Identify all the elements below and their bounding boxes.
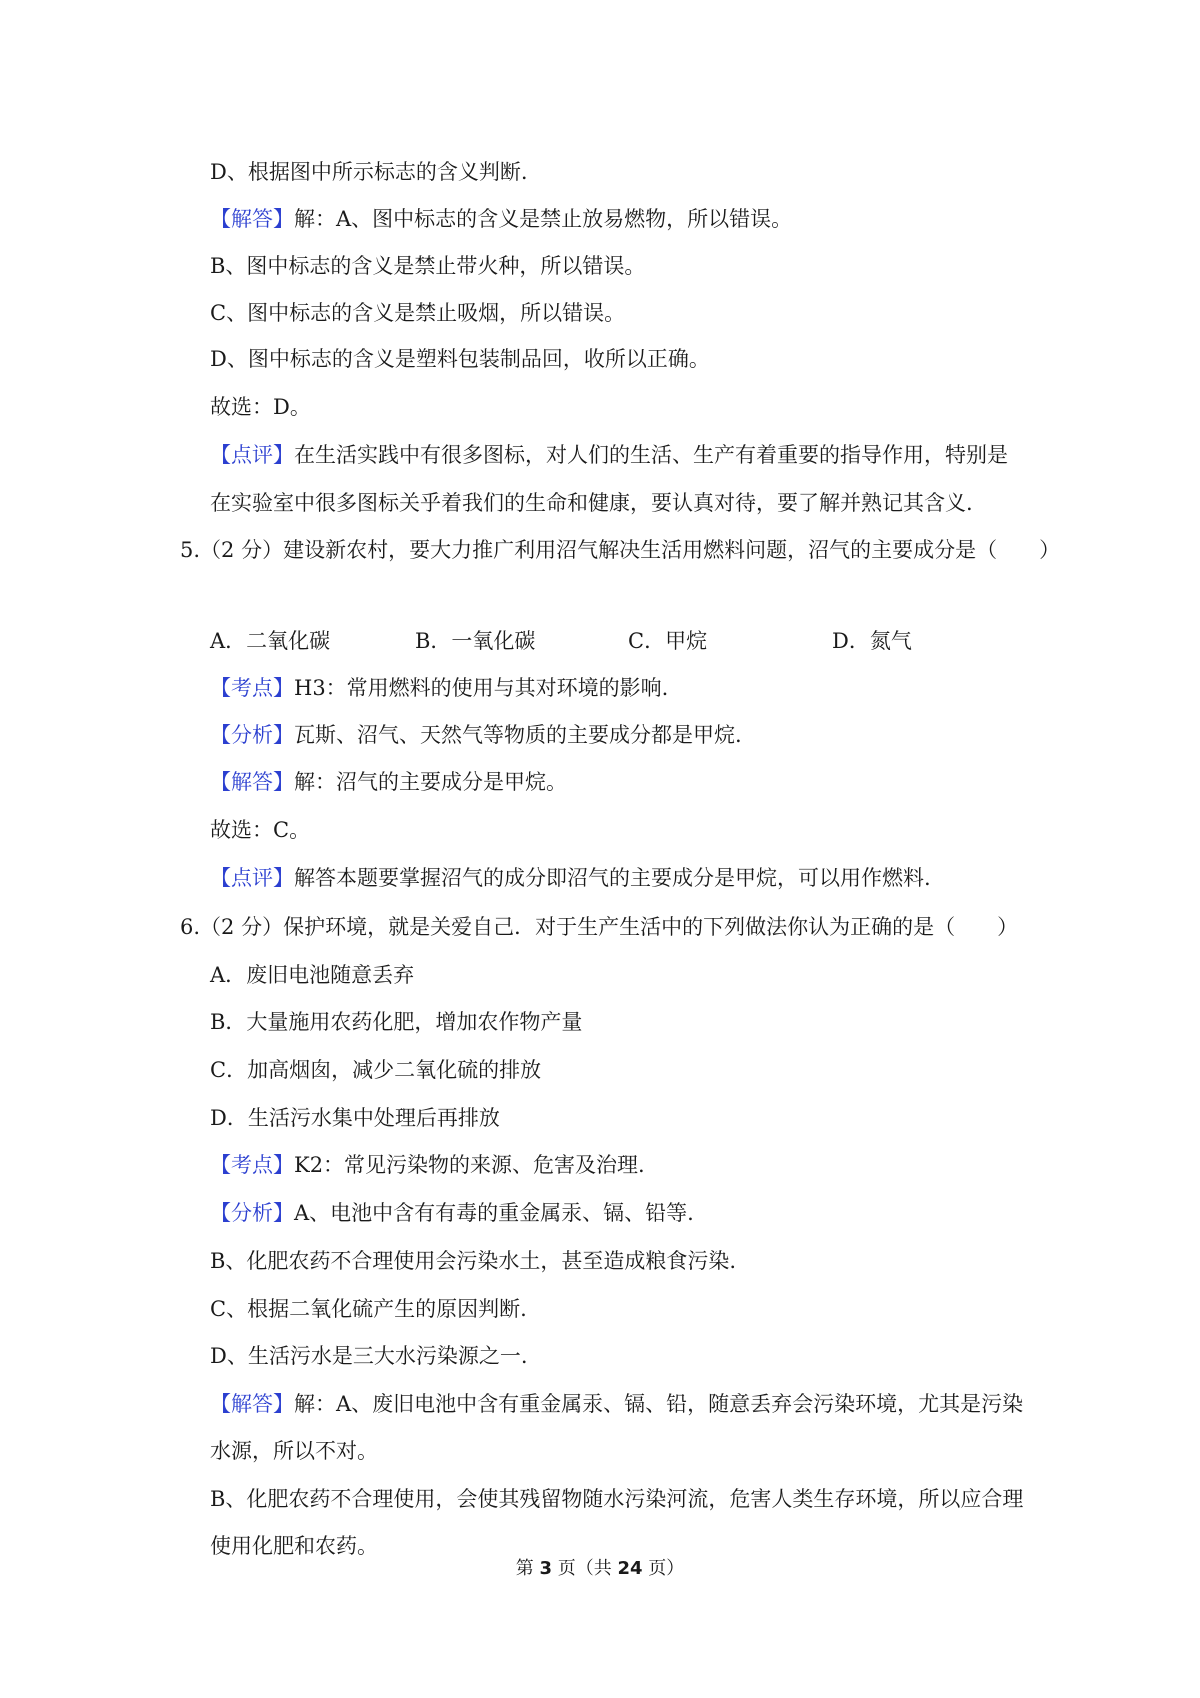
kaodian-tag: 【考点】 xyxy=(210,676,294,700)
q6-jieda-b-cont: 使用化肥和农药。 xyxy=(210,1534,378,1558)
q5-kaodian: 【考点】H3：常用燃料的使用与其对环境的影响. xyxy=(210,676,669,700)
q6-fenxi-b: B、化肥农药不合理使用会污染水土，甚至造成粮食污染. xyxy=(210,1249,737,1273)
answer-line: C、图中标志的含义是禁止吸烟，所以错误。 xyxy=(210,301,626,325)
option-d: D．氮气 xyxy=(832,629,912,653)
q5-jieda: 【解答】解：沼气的主要成分是甲烷。 xyxy=(210,770,567,794)
answer-line: B、图中标志的含义是禁止带火种，所以错误。 xyxy=(210,254,646,278)
jieda-tag: 【解答】 xyxy=(210,770,294,794)
page-number: 3 xyxy=(539,1558,552,1579)
comment-line: 在实验室中很多图标关乎着我们的生命和健康，要认真对待，要了解并熟记其含义. xyxy=(210,491,973,515)
option-b: B．一氧化碳 xyxy=(415,629,536,653)
question-5-stem: 5.（2 分）建设新农村，要大力推广利用沼气解决生活用燃料问题，沼气的主要成分是（ ） xyxy=(180,538,1061,562)
q6-fenxi: 【分析】A、电池中含有有毒的重金属汞、镉、铅等. xyxy=(210,1201,694,1225)
analysis-line: D、根据图中所示标志的含义判断. xyxy=(210,160,528,184)
option-d: D．生活污水集中处理后再排放 xyxy=(210,1106,500,1130)
q6-fenxi-c: C、根据二氧化硫产生的原因判断. xyxy=(210,1297,527,1321)
page-total: 24 xyxy=(617,1558,643,1579)
option-a: A．二氧化碳 xyxy=(210,629,331,653)
q5-dianping: 【点评】解答本题要掌握沼气的成分即沼气的主要成分是甲烷，可以用作燃料. xyxy=(210,866,931,890)
jieda-tag: 【解答】 xyxy=(210,1392,294,1416)
question-5-options xyxy=(210,626,1010,656)
q5-fenxi: 【分析】瓦斯、沼气、天然气等物质的主要成分都是甲烷. xyxy=(210,723,742,747)
comment-line: 【点评】在生活实践中有很多图标，对人们的生活、生产有着重要的指导作用，特别是 xyxy=(210,443,1008,467)
choice-line: 故选：D。 xyxy=(210,395,311,419)
option-c: C．加高烟囱，减少二氧化硫的排放 xyxy=(210,1058,542,1082)
fenxi-tag: 【分析】 xyxy=(210,723,294,747)
q6-fenxi-d: D、生活污水是三大水污染源之一. xyxy=(210,1344,528,1368)
q6-kaodian: 【考点】K2：常见污染物的来源、危害及治理. xyxy=(210,1153,645,1177)
question-6-stem: 6.（2 分）保护环境，就是关爱自己．对于生产生活中的下列做法你认为正确的是（ ） xyxy=(180,915,1019,939)
answer-tag: 【解答】 xyxy=(210,207,294,231)
q6-jieda: 【解答】解：A、废旧电池中含有重金属汞、镉、铅，随意丢弃会污染环境，尤其是污染 xyxy=(210,1392,1024,1416)
page-footer: 第 3 页（共 24 页） xyxy=(515,1558,685,1579)
option-b: B．大量施用农药化肥，增加农作物产量 xyxy=(210,1010,583,1034)
answer-line: 【解答】解：A、图中标志的含义是禁止放易燃物，所以错误。 xyxy=(210,207,793,231)
q6-jieda-b: B、化肥农药不合理使用，会使其残留物随水污染河流，危害人类生存环境，所以应合理 xyxy=(210,1487,1024,1511)
kaodian-tag: 【考点】 xyxy=(210,1153,294,1177)
answer-line: D、图中标志的含义是塑料包装制品回，收所以正确。 xyxy=(210,347,710,371)
option-a: A．废旧电池随意丢弃 xyxy=(210,963,415,987)
dianping-tag: 【点评】 xyxy=(210,866,294,890)
q5-answer: 故选：C。 xyxy=(210,818,311,842)
comment-tag: 【点评】 xyxy=(210,443,294,467)
q6-jieda-cont: 水源，所以不对。 xyxy=(210,1439,378,1463)
option-c: C．甲烷 xyxy=(628,629,708,653)
fenxi-tag: 【分析】 xyxy=(210,1201,294,1225)
